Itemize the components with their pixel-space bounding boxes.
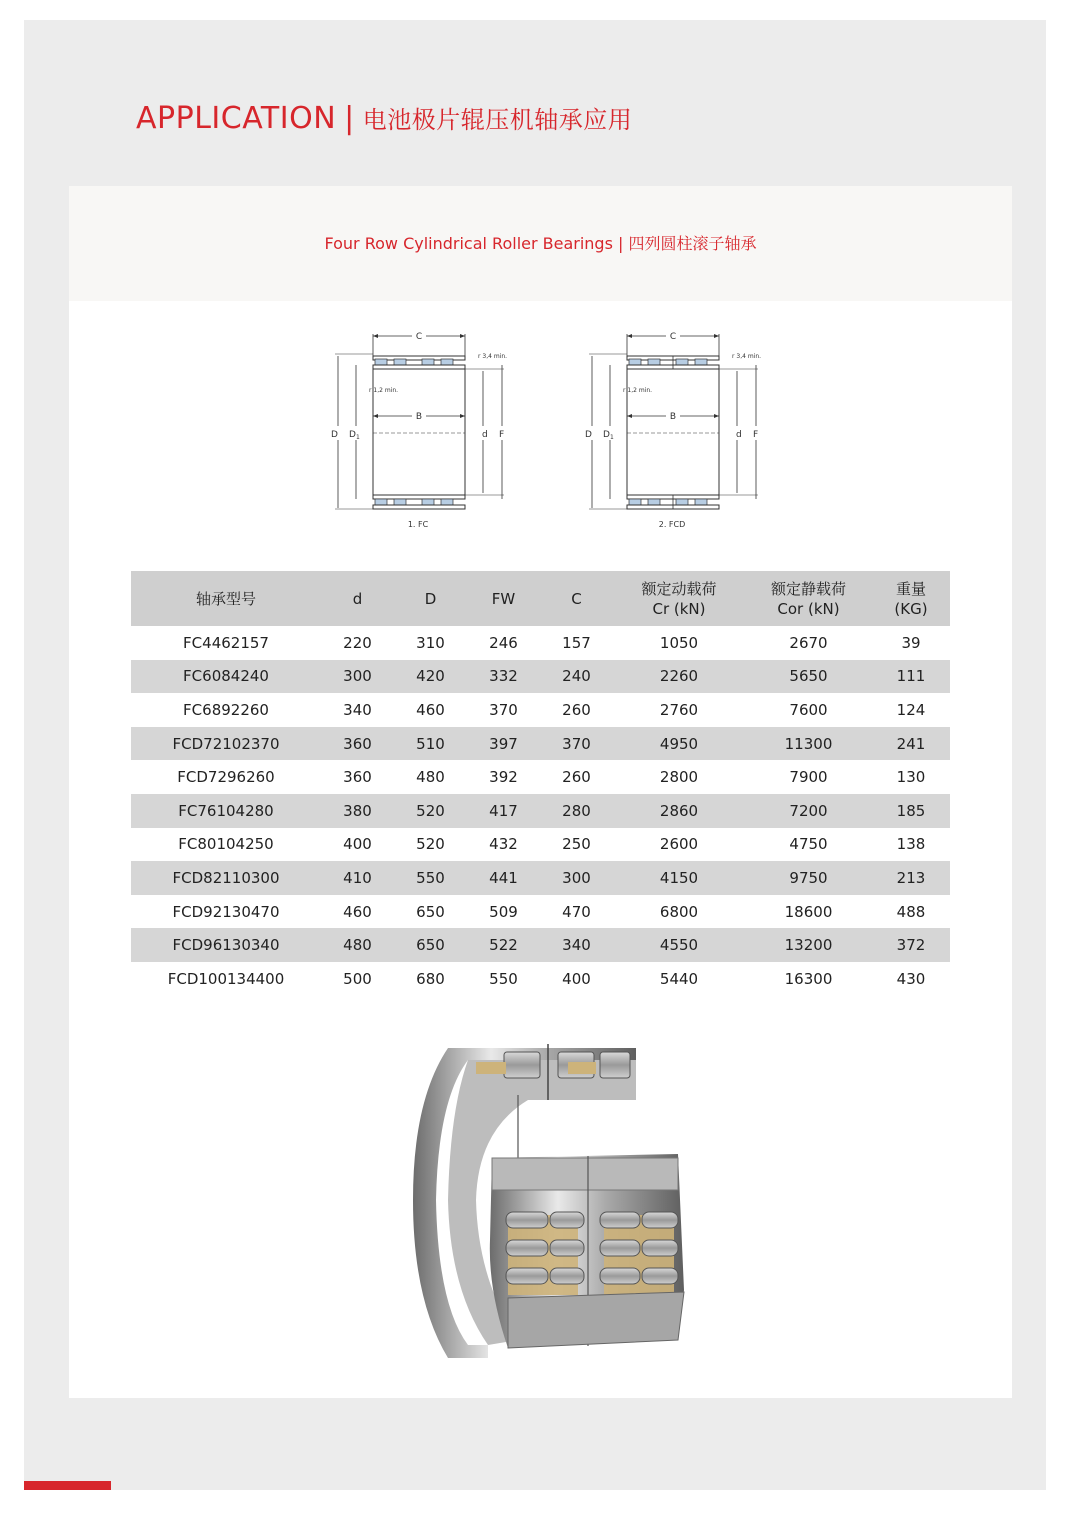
- table-row: [131, 828, 950, 862]
- cell-weight: 213: [872, 861, 950, 895]
- cell-d: 480: [321, 928, 394, 962]
- cell-fw: 397: [467, 727, 540, 761]
- cell-d: 340: [343, 700, 372, 719]
- cell-fw: 246: [489, 633, 518, 652]
- cell-cor: 4750: [789, 835, 828, 854]
- cell-d: 360: [343, 768, 372, 787]
- cell-c: 300: [540, 861, 613, 895]
- dim-label-b: B: [415, 412, 423, 422]
- cell-model: FC6084240: [131, 660, 321, 694]
- col-header-cr: 额定动载荷 Cr (kN): [613, 571, 745, 626]
- cell-c: 240: [540, 660, 613, 694]
- col-header-fw: FW: [467, 571, 540, 626]
- cell-cor: 7600: [789, 700, 828, 719]
- cell-cor: 13200: [745, 928, 872, 962]
- cell-cor: 18600: [784, 902, 833, 921]
- radius-label-outer: r 3,4 min.: [478, 353, 508, 360]
- col-header-outer-d: D: [394, 571, 467, 626]
- radius-label-inner: r 1,2 min.: [623, 387, 653, 394]
- cell-model: FCD96130340: [131, 928, 321, 962]
- cell-cr: 2260: [613, 660, 745, 694]
- dim-label-b: B: [669, 412, 677, 422]
- table-row: [131, 727, 950, 761]
- cell-cr: 2800: [659, 768, 699, 787]
- dim-label-c: C: [669, 332, 677, 342]
- cell-weight: 372: [872, 928, 950, 962]
- spec-table: [131, 571, 950, 996]
- heading-separator: |: [344, 101, 355, 136]
- cell-weight: 241: [872, 727, 950, 761]
- radius-label-inner: r 1,2 min.: [369, 387, 399, 394]
- table-row: [131, 962, 950, 996]
- dim-label-f: F: [499, 430, 505, 440]
- heading-cn: 电池极片辊压机轴承应用: [362, 106, 633, 134]
- cell-d: 360: [321, 727, 394, 761]
- cell-weight: 130: [896, 768, 926, 787]
- cell-outer-d: 520: [394, 794, 467, 828]
- spec-table-header: [131, 571, 950, 626]
- cell-model: FCD82110300: [131, 861, 321, 895]
- cell-fw: 370: [489, 700, 518, 719]
- cell-fw: 392: [489, 768, 518, 787]
- cell-fw: 550: [489, 969, 518, 988]
- cell-weight: 39: [901, 633, 921, 652]
- col-header-model: 轴承型号: [131, 571, 321, 626]
- dim-label-outer-d: D: [585, 430, 592, 440]
- bearing-section-drawing-fcd: [582, 328, 782, 538]
- cell-cr: 5440: [659, 969, 699, 988]
- cell-d: 460: [343, 902, 372, 921]
- cell-d: 380: [321, 794, 394, 828]
- cell-weight: 488: [896, 902, 926, 921]
- heading-en: APPLICATION: [136, 101, 337, 136]
- col-header-d: d: [321, 571, 394, 626]
- cell-cor: 7200: [745, 794, 872, 828]
- table-row: [131, 928, 950, 962]
- cell-c: 340: [540, 928, 613, 962]
- cell-cor: 11300: [745, 727, 872, 761]
- cell-outer-d: 650: [416, 902, 445, 921]
- cell-d: 300: [321, 660, 394, 694]
- cell-model: FCD72102370: [131, 727, 321, 761]
- cell-outer-d: 420: [394, 660, 467, 694]
- cell-d: 500: [343, 969, 372, 988]
- diagram-caption: 1. FC: [407, 520, 429, 529]
- bearing-section-drawing-fc: [328, 328, 528, 538]
- cell-cr: 2860: [613, 794, 745, 828]
- dim-label-d: d: [736, 430, 742, 440]
- cell-cor: 9750: [745, 861, 872, 895]
- cell-c: 370: [540, 727, 613, 761]
- dim-label-d1: $D_1$: [349, 430, 360, 441]
- cell-weight: 138: [896, 835, 926, 854]
- bearing-photo-icon: [408, 1040, 688, 1365]
- cell-model: FCD7296260: [177, 768, 275, 787]
- col-header-c: C: [540, 571, 613, 626]
- cell-model: FCD100134400: [167, 969, 285, 988]
- cell-weight: 430: [896, 969, 926, 988]
- cell-cr: 1050: [659, 633, 699, 652]
- dim-label-d: d: [482, 430, 488, 440]
- cell-d: 410: [321, 861, 394, 895]
- cell-c: 260: [562, 768, 591, 787]
- cell-weight: 185: [872, 794, 950, 828]
- cell-fw: 432: [489, 835, 518, 854]
- card-header: [69, 186, 1012, 301]
- cell-cr: 6800: [659, 902, 699, 921]
- diagram-fc: [328, 328, 528, 542]
- cell-cr: 4150: [613, 861, 745, 895]
- cell-c: 260: [562, 700, 591, 719]
- cell-cor: 7900: [789, 768, 828, 787]
- cell-model: FC80104250: [178, 835, 274, 854]
- cell-d: 400: [343, 835, 372, 854]
- table-row: [131, 760, 950, 794]
- cell-cr: 2760: [659, 700, 699, 719]
- cell-outer-d: 520: [416, 835, 445, 854]
- footer-accent-bar: [24, 1481, 111, 1490]
- cell-outer-d: 310: [416, 633, 445, 652]
- cell-c: 470: [562, 902, 591, 921]
- cell-model: FCD92130470: [172, 902, 280, 921]
- table-row: [131, 626, 950, 660]
- cell-cr: 4550: [613, 928, 745, 962]
- dim-label-outer-d: D: [331, 430, 338, 440]
- table-row: [131, 693, 950, 727]
- col-header-cor: 额定静载荷 Cor (kN): [745, 571, 872, 626]
- cell-outer-d: 650: [394, 928, 467, 962]
- cell-d: 220: [343, 633, 372, 652]
- table-row: [131, 895, 950, 929]
- cell-model: FC76104280: [131, 794, 321, 828]
- table-row: [131, 861, 950, 895]
- cell-c: 280: [540, 794, 613, 828]
- footer-bar: [111, 1481, 1046, 1490]
- cell-weight: 124: [896, 700, 926, 719]
- diagram-caption: 2. FCD: [658, 520, 686, 529]
- cell-cor: 5650: [745, 660, 872, 694]
- cell-fw: 522: [467, 928, 540, 962]
- cell-cor: 2670: [789, 633, 828, 652]
- cell-model: FC6892260: [183, 700, 269, 719]
- radius-label-outer: r 3,4 min.: [732, 353, 762, 360]
- section-subtitle: Four Row Cylindrical Roller Bearings | 四列圆柱滚子轴承: [324, 234, 757, 253]
- cell-outer-d: 460: [416, 700, 445, 719]
- table-row: [131, 660, 950, 694]
- cell-outer-d: 480: [416, 768, 445, 787]
- cell-weight: 111: [872, 660, 950, 694]
- cell-outer-d: 510: [394, 727, 467, 761]
- cell-c: 400: [562, 969, 591, 988]
- cell-c: 250: [562, 835, 591, 854]
- col-header-weight: 重量 (KG): [872, 571, 950, 626]
- dim-label-c: C: [415, 332, 423, 342]
- diagram-fcd: [582, 328, 782, 542]
- cell-cr: 4950: [613, 727, 745, 761]
- cell-outer-d: 550: [394, 861, 467, 895]
- dim-label-d1: $D_1$: [603, 430, 614, 441]
- table-row: [131, 794, 950, 828]
- cell-fw: 417: [467, 794, 540, 828]
- page-heading: [136, 100, 632, 136]
- cell-fw: 332: [467, 660, 540, 694]
- cell-fw: 509: [489, 902, 518, 921]
- spec-table-body: [131, 626, 950, 996]
- dim-label-f: F: [753, 430, 759, 440]
- cell-fw: 441: [467, 861, 540, 895]
- cell-c: 157: [562, 633, 591, 652]
- cell-cr: 2600: [659, 835, 699, 854]
- cell-outer-d: 680: [416, 969, 445, 988]
- cell-model: FC4462157: [183, 633, 269, 652]
- cell-cor: 16300: [784, 969, 833, 988]
